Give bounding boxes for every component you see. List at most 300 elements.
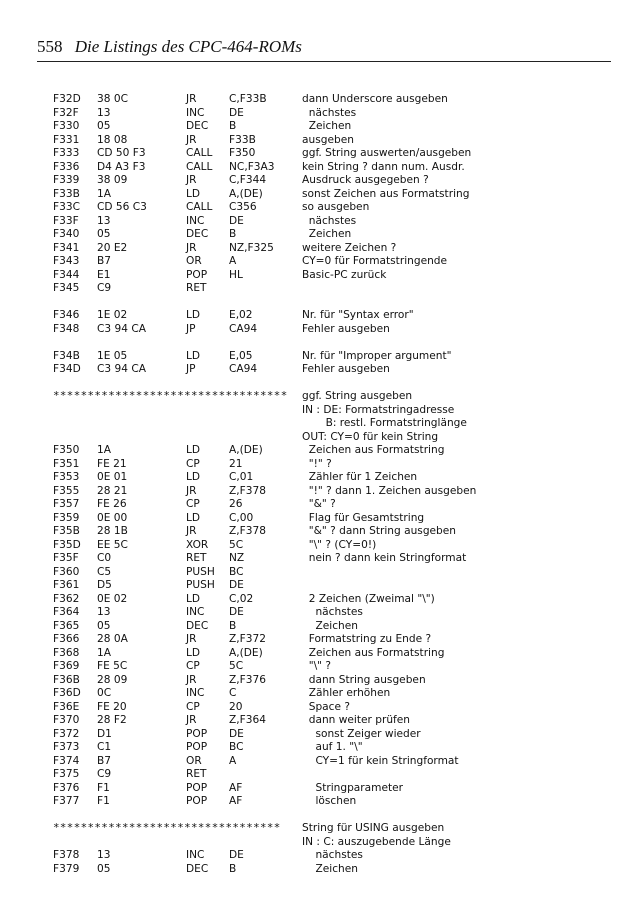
mnemonic: JR — [186, 633, 197, 645]
address: F350 — [53, 444, 80, 456]
opcode-bytes: 28 F2 — [97, 714, 127, 726]
address: F345 — [53, 282, 80, 294]
address: F368 — [53, 646, 80, 659]
operand: NZ — [229, 552, 245, 564]
address: F33B — [53, 187, 80, 200]
comment: Ausdruck ausgegeben ? — [302, 174, 429, 186]
opcode-bytes: 13 — [97, 849, 111, 861]
mnemonic: DEC — [186, 228, 209, 240]
opcode-bytes: B7 — [97, 255, 112, 267]
listing-line — [0, 767, 631, 781]
address: F361 — [53, 579, 80, 591]
listing-line — [0, 605, 631, 619]
operand: C,01 — [229, 471, 254, 483]
listing-line — [0, 754, 631, 768]
listing-line — [0, 848, 631, 862]
address: F35D — [53, 538, 81, 551]
listing-line — [0, 619, 631, 633]
operand: F350 — [229, 147, 256, 159]
address: F346 — [53, 309, 80, 321]
page-header — [37, 37, 611, 61]
separator-stars: ********************************** — [53, 389, 288, 402]
opcode-bytes: 28 1B — [97, 525, 128, 537]
operand: A,(DE) — [229, 187, 263, 200]
opcode-bytes: D4 A3 F3 — [97, 160, 146, 173]
comment: Stringparameter — [302, 781, 404, 794]
listing-line — [0, 146, 631, 160]
operand: Z,F378 — [229, 525, 266, 537]
listing-line — [0, 254, 631, 268]
mnemonic: PUSH — [186, 579, 215, 591]
comment: IN : DE: Formatstringadresse — [302, 403, 455, 416]
comment: nächstes — [302, 849, 363, 861]
listing-line — [0, 686, 631, 700]
listing-line — [0, 673, 631, 687]
address: F340 — [53, 228, 80, 240]
address: F330 — [53, 120, 80, 132]
opcode-bytes: 05 — [97, 862, 111, 875]
comment: IN : C: auszugebende Länge — [302, 835, 451, 848]
comment: dann String ausgeben — [302, 673, 426, 686]
address: F374 — [53, 754, 80, 767]
comment: nächstes — [302, 214, 357, 227]
comment: Zeichen — [302, 619, 358, 632]
address: F360 — [53, 565, 80, 578]
mnemonic: LD — [186, 646, 201, 659]
listing-line — [0, 227, 631, 241]
mnemonic: DEC — [186, 619, 209, 632]
operand: DE — [229, 727, 244, 740]
listing-line — [0, 470, 631, 484]
comment: nächstes — [302, 606, 363, 618]
opcode-bytes: 0E 00 — [97, 511, 128, 524]
opcode-bytes: 0E 01 — [97, 471, 128, 483]
address: F365 — [53, 619, 80, 632]
mnemonic: JR — [186, 525, 197, 537]
comment: weitere Zeichen ? — [302, 241, 397, 254]
opcode-bytes: 13 — [97, 606, 111, 618]
mnemonic: POP — [186, 781, 208, 794]
opcode-bytes: 1A — [97, 444, 111, 456]
listing-line — [0, 727, 631, 741]
listing-line — [0, 511, 631, 525]
comment: Zeichen aus Formatstring — [302, 646, 445, 659]
opcode-bytes: EE 5C — [97, 538, 128, 551]
listing-line — [0, 524, 631, 538]
operand: 26 — [229, 498, 243, 510]
address: F348 — [53, 322, 80, 335]
listing-line — [0, 781, 631, 795]
mnemonic: INC — [186, 106, 205, 119]
listing-line — [0, 214, 631, 228]
operand: BC — [229, 741, 244, 753]
mnemonic: LD — [186, 309, 201, 321]
opcode-bytes: C3 94 CA — [97, 322, 146, 335]
comment: "\" ? (CY=0!) — [302, 538, 377, 551]
operand: 5C — [229, 538, 244, 551]
operand: 20 — [229, 700, 243, 713]
section-separator-line — [0, 821, 631, 835]
opcode-bytes: 05 — [97, 120, 111, 132]
mnemonic: JR — [186, 133, 197, 146]
mnemonic: RET — [186, 282, 207, 294]
opcode-bytes: 1E 02 — [97, 309, 128, 321]
address: F373 — [53, 741, 80, 753]
opcode-bytes: 13 — [97, 106, 111, 119]
section-title: ggf. String ausgeben — [302, 390, 413, 402]
address: F357 — [53, 498, 80, 510]
listing-line — [0, 484, 631, 498]
mnemonic: JR — [186, 174, 197, 186]
page-number: 558 — [37, 37, 63, 56]
opcode-bytes: 18 08 — [97, 133, 128, 146]
comment: "&" ? dann String ausgeben — [302, 525, 457, 537]
mnemonic: LD — [186, 349, 201, 362]
mnemonic: CP — [186, 498, 200, 510]
comment: so ausgeben — [302, 201, 370, 213]
comment: ausgeben — [302, 133, 354, 146]
mnemonic: RET — [186, 768, 207, 780]
comment: Basic-PC zurück — [302, 268, 387, 281]
operand: A,(DE) — [229, 646, 263, 659]
header-rule — [37, 61, 611, 62]
opcode-bytes: 38 09 — [97, 174, 128, 186]
operand: DE — [229, 214, 244, 227]
listing-line — [0, 322, 631, 336]
operand: A — [229, 754, 237, 767]
mnemonic: CP — [186, 700, 200, 713]
operand: DE — [229, 579, 244, 591]
address: F339 — [53, 174, 80, 186]
address: F359 — [53, 511, 80, 524]
address: F344 — [53, 268, 80, 281]
address: F34D — [53, 363, 81, 375]
comment: B: restl. Formatstringlänge — [302, 417, 467, 429]
comment: dann weiter prüfen — [302, 714, 411, 726]
listing-line — [0, 700, 631, 714]
mnemonic: POP — [186, 795, 208, 807]
address: F369 — [53, 660, 80, 672]
comment: OUT: CY=0 für kein String — [302, 430, 439, 443]
listing-line — [0, 308, 631, 322]
operand: C356 — [229, 201, 257, 213]
opcode-bytes: F1 — [97, 781, 110, 794]
opcode-bytes: 38 0C — [97, 93, 128, 105]
mnemonic: CALL — [186, 160, 213, 173]
address: F355 — [53, 484, 80, 497]
operand: C,00 — [229, 511, 254, 524]
mnemonic: INC — [186, 214, 205, 227]
operand: DE — [229, 106, 244, 119]
mnemonic: CALL — [186, 201, 213, 213]
opcode-bytes: 28 09 — [97, 673, 128, 686]
operand: C,F344 — [229, 174, 267, 186]
listing-line — [0, 133, 631, 147]
opcode-bytes: D1 — [97, 727, 112, 740]
opcode-bytes: 0E 02 — [97, 592, 128, 605]
operand: C — [229, 687, 237, 699]
comment: Formatstring zu Ende ? — [302, 633, 432, 645]
mnemonic: JR — [186, 714, 197, 726]
listing-line — [0, 632, 631, 646]
comment: Zeichen — [302, 228, 352, 240]
listing-line — [0, 551, 631, 565]
address: F362 — [53, 592, 80, 605]
address: F366 — [53, 633, 80, 645]
mnemonic: JR — [186, 673, 197, 686]
operand: 21 — [229, 457, 243, 470]
opcode-bytes: 28 0A — [97, 633, 128, 645]
address: F375 — [53, 768, 80, 780]
opcode-bytes: 1E 05 — [97, 349, 128, 362]
address: F336 — [53, 160, 80, 173]
operand: E,05 — [229, 349, 253, 362]
address: F341 — [53, 241, 80, 254]
comment: "!" ? — [302, 457, 332, 470]
listing-line — [0, 200, 631, 214]
operand: AF — [229, 781, 243, 794]
comment: sonst Zeiger wieder — [302, 727, 421, 740]
listing-line — [0, 713, 631, 727]
address: F343 — [53, 255, 80, 267]
listing-line — [0, 119, 631, 133]
opcode-bytes: C9 — [97, 282, 112, 294]
mnemonic: POP — [186, 741, 208, 753]
mnemonic: POP — [186, 727, 208, 740]
comment: "!" ? dann 1. Zeichen ausgeben — [302, 484, 477, 497]
opcode-bytes: 20 E2 — [97, 241, 128, 254]
listing-line — [0, 106, 631, 120]
mnemonic: POP — [186, 268, 208, 281]
address: F331 — [53, 133, 80, 146]
operand: Z,F378 — [229, 484, 266, 497]
listing-line — [0, 538, 631, 552]
opcode-bytes: F1 — [97, 795, 110, 807]
address: F351 — [53, 457, 80, 470]
mnemonic: JR — [186, 484, 197, 497]
operand: Z,F372 — [229, 633, 266, 645]
mnemonic: INC — [186, 606, 205, 618]
address: F370 — [53, 714, 80, 726]
listing-line — [0, 268, 631, 282]
listing-line — [0, 835, 631, 849]
address: F376 — [53, 781, 80, 794]
separator-stars: ********************************* — [53, 821, 281, 834]
comment: auf 1. "\" — [302, 741, 363, 753]
opcode-bytes: B7 — [97, 754, 112, 767]
address: F36D — [53, 687, 81, 699]
mnemonic: XOR — [186, 538, 209, 551]
comment: Zeichen — [302, 862, 358, 875]
comment: Zeichen aus Formatstring — [302, 444, 445, 456]
address: F333 — [53, 147, 80, 159]
operand: F33B — [229, 133, 256, 146]
listing-line — [0, 187, 631, 201]
mnemonic: CALL — [186, 147, 213, 159]
listing-line — [0, 92, 631, 106]
section-title: String für USING ausgeben — [302, 822, 445, 834]
comment: "\" ? — [302, 660, 332, 672]
operand: B — [229, 619, 237, 632]
operand: DE — [229, 849, 244, 861]
comment: dann Underscore ausgeben — [302, 93, 448, 105]
listing-line — [0, 349, 631, 363]
operand: E,02 — [229, 309, 253, 321]
operand: BC — [229, 565, 244, 578]
opcode-bytes: C0 — [97, 552, 112, 564]
operand: B — [229, 862, 237, 875]
address: F372 — [53, 727, 80, 740]
comment: kein String ? dann num. Ausdr. — [302, 160, 465, 173]
operand: A — [229, 255, 237, 267]
opcode-bytes: FE 20 — [97, 700, 127, 713]
operand: CA94 — [229, 322, 258, 335]
mnemonic: JR — [186, 93, 197, 105]
listing-line — [0, 646, 631, 660]
listing-line — [0, 173, 631, 187]
comment: löschen — [302, 795, 357, 807]
operand: HL — [229, 268, 243, 281]
comment: Flag für Gesamtstring — [302, 511, 425, 524]
mnemonic: INC — [186, 849, 205, 861]
opcode-bytes: FE 5C — [97, 660, 128, 672]
listing-line — [0, 659, 631, 673]
mnemonic: CP — [186, 457, 200, 470]
opcode-bytes: FE 21 — [97, 457, 127, 470]
comment: Fehler ausgeben — [302, 363, 390, 375]
opcode-bytes: 1A — [97, 646, 111, 659]
comment: Nr. für "Improper argument" — [302, 349, 452, 362]
operand: C,02 — [229, 592, 254, 605]
listing-line — [0, 457, 631, 471]
listing-line — [0, 403, 631, 417]
opcode-bytes: 05 — [97, 228, 111, 240]
listing-line — [0, 430, 631, 444]
mnemonic: CP — [186, 660, 200, 672]
opcode-bytes: CD 50 F3 — [97, 147, 146, 159]
operand: AF — [229, 795, 243, 807]
comment: Zähler für 1 Zeichen — [302, 471, 418, 483]
address: F377 — [53, 795, 80, 807]
opcode-bytes: C1 — [97, 741, 112, 753]
mnemonic: LD — [186, 471, 201, 483]
listing-line — [0, 362, 631, 376]
address: F34B — [53, 349, 80, 362]
comment: nächstes — [302, 106, 357, 119]
running-title: Die Listings des CPC-464-ROMs — [74, 37, 302, 56]
listing-line — [0, 862, 631, 876]
operand: NZ,F325 — [229, 241, 274, 254]
mnemonic: JP — [186, 322, 196, 335]
listing-line — [0, 592, 631, 606]
listing-line — [0, 740, 631, 754]
opcode-bytes: 13 — [97, 214, 111, 227]
address: F36E — [53, 700, 80, 713]
mnemonic: LD — [186, 187, 201, 200]
comment: CY=0 für Formatstringende — [302, 255, 448, 267]
operand: Z,F364 — [229, 714, 266, 726]
listing-line — [0, 578, 631, 592]
operand: Z,F376 — [229, 673, 266, 686]
comment: nein ? dann kein Stringformat — [302, 552, 467, 564]
address: F379 — [53, 862, 80, 875]
address: F32D — [53, 93, 81, 105]
comment: Zeichen — [302, 120, 352, 132]
opcode-bytes: 28 21 — [97, 484, 128, 497]
listing-line — [0, 794, 631, 808]
opcode-bytes: C3 94 CA — [97, 363, 146, 375]
opcode-bytes: D5 — [97, 579, 112, 591]
address: F353 — [53, 471, 80, 483]
address: F32F — [53, 106, 79, 119]
listing-line — [0, 565, 631, 579]
listing-line — [0, 241, 631, 255]
mnemonic: LD — [186, 592, 201, 605]
comment: Space ? — [302, 700, 351, 713]
address: F33F — [53, 214, 79, 227]
mnemonic: DEC — [186, 120, 209, 132]
operand: B — [229, 228, 237, 240]
address: F35F — [53, 552, 79, 564]
address: F36B — [53, 673, 80, 686]
comment: CY=1 für kein Stringformat — [302, 754, 459, 767]
mnemonic: INC — [186, 687, 205, 699]
listing-line — [0, 160, 631, 174]
comment: ggf. String auswerten/ausgeben — [302, 147, 472, 159]
opcode-bytes: C9 — [97, 768, 112, 780]
address: F35B — [53, 525, 80, 537]
operand: C,F33B — [229, 93, 267, 105]
mnemonic: OR — [186, 754, 202, 767]
mnemonic: LD — [186, 511, 201, 524]
opcode-bytes: E1 — [97, 268, 111, 281]
listing-line — [0, 281, 631, 295]
listing-line — [0, 416, 631, 430]
operand: B — [229, 120, 237, 132]
operand: 5C — [229, 660, 244, 672]
listing-line — [0, 443, 631, 457]
mnemonic: LD — [186, 444, 201, 456]
address: F378 — [53, 849, 80, 861]
address: F364 — [53, 606, 80, 618]
operand: CA94 — [229, 363, 258, 375]
mnemonic: RET — [186, 552, 207, 564]
comment: sonst Zeichen aus Formatstring — [302, 187, 470, 200]
operand: DE — [229, 606, 244, 618]
operand: A,(DE) — [229, 444, 263, 456]
mnemonic: DEC — [186, 862, 209, 875]
opcode-bytes: CD 56 C3 — [97, 201, 147, 213]
mnemonic: PUSH — [186, 565, 215, 578]
comment: "&" ? — [302, 498, 336, 510]
listing-line — [0, 497, 631, 511]
opcode-bytes: FE 26 — [97, 498, 127, 510]
opcode-bytes: 0C — [97, 687, 112, 699]
comment: Zähler erhöhen — [302, 687, 391, 699]
comment: 2 Zeichen (Zweimal "\") — [302, 592, 435, 605]
mnemonic: JR — [186, 241, 197, 254]
comment: Fehler ausgeben — [302, 322, 390, 335]
operand: NC,F3A3 — [229, 160, 275, 173]
opcode-bytes: C5 — [97, 565, 112, 578]
section-separator-line — [0, 389, 631, 403]
opcode-bytes: 05 — [97, 619, 111, 632]
address: F33C — [53, 201, 80, 213]
comment: Nr. für "Syntax error" — [302, 309, 414, 321]
opcode-bytes: 1A — [97, 187, 111, 200]
mnemonic: OR — [186, 255, 202, 267]
mnemonic: JP — [186, 363, 196, 375]
